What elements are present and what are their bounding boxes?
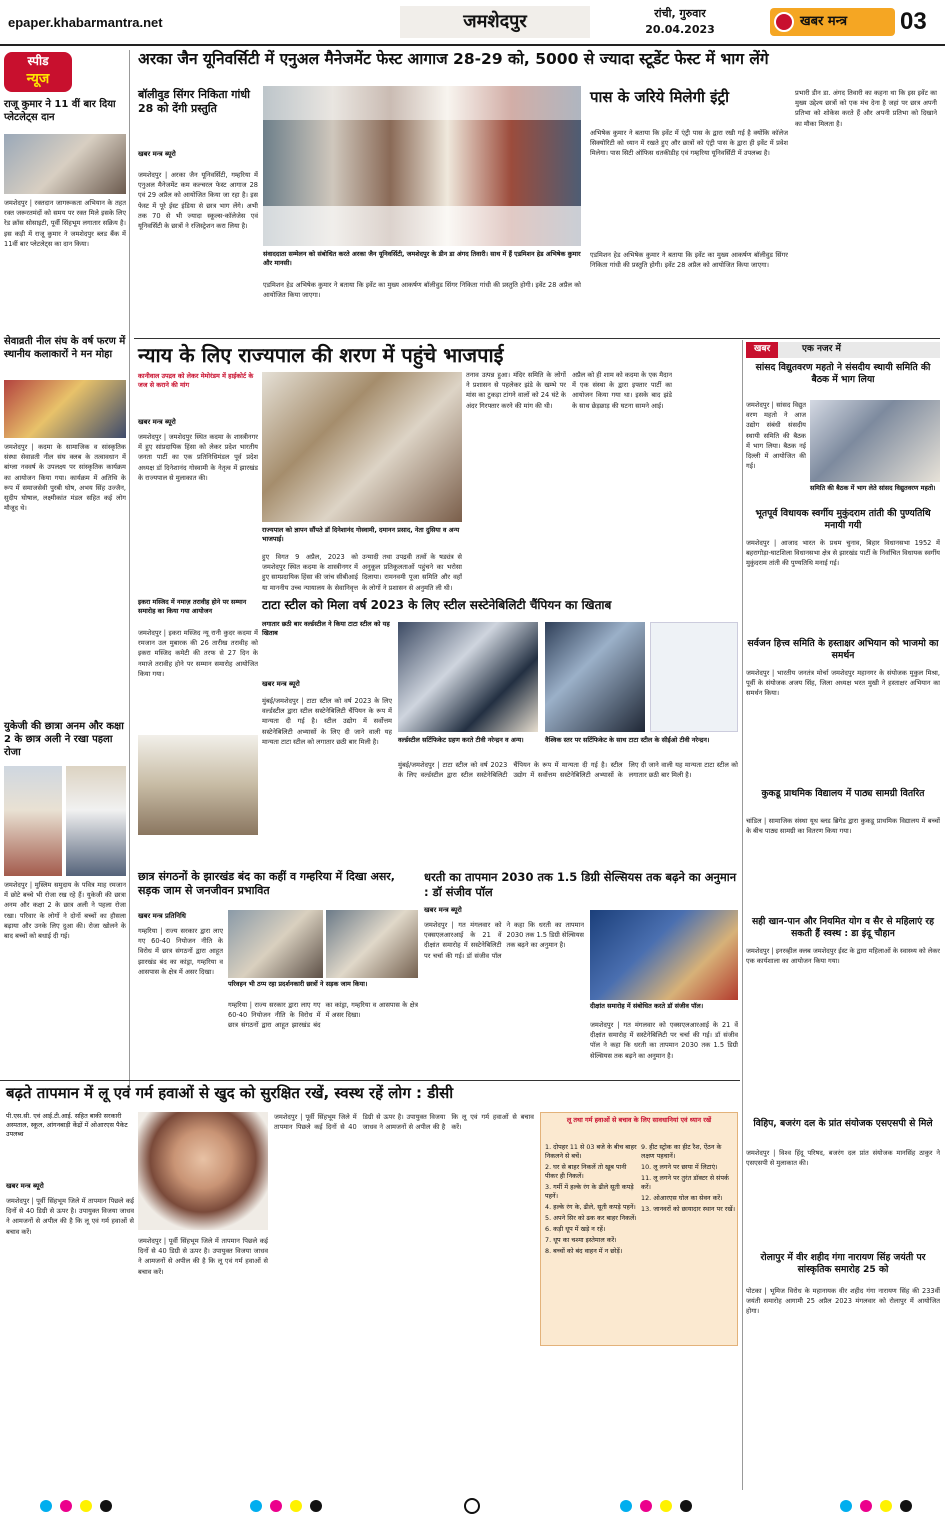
lead-bottom-body: एडमिशन हेड अभिषेक कुमार ने बताया कि इवेंट का मुख्य आकर्षण बॉलीवुड सिंगर निकिता गांधी की प्रस्तुति होगी। इवेंट 28 अप्रैल को आयोजित किया जाएगा। [263,281,581,300]
lead-byline: खबर मन्त्र ब्यूरो [138,150,176,158]
tata-body-2: मुंबई/जमशेदपुर | टाटा स्टील को वर्ष 2023 के लिए वर्ल्डस्टील द्वारा स्टील सस्टेनेबिलिटी चैंपियन के रूप में मान्यता दी गई है। स्टील उद्योग में सर्वोत्तम सस्टेनेबिलिटी अभ्यासों के लिए दी जाने वाली यह मान्यता टाटा स्टील को लगातार छठी बार मिली है। [398,761,738,780]
heat-body-3: जमशेदपुर | पूर्वी सिंहभूम जिले में तापमान पिछले कई दिनों से 40 डिग्री से ऊपर है। उपायुक्त विजया जाधव ने आमजनों से अपील की है कि लू एवं गर्म हवाओं से बचाव करें। [274,1113,534,1132]
heat-divider [0,1080,740,1081]
ek-item-2-title: भूतपूर्व विधायक स्वर्गीय मुकुंदराम तांती की पुण्यतिथि मनायी गयी [755,508,931,531]
brand-block [770,8,895,36]
heat-sub: पी.एस.सी. एवं आई.टी.आई. सहित बाकी सरकारी अस्पताल, स्कूल, आंगनबाड़ी केंद्रों में ओआरएस पैकेट उपलब्ध [6,1112,128,1138]
governor-photo [262,372,462,522]
bandh-byline: खबर मन्त्र प्रतिनिधि [138,912,186,920]
heat-box-title: लू तथा गर्म हवाओं से बचाव के लिए सावधानियां एवं ध्यान रखें [566,1116,712,1124]
registration-mark-icon [464,1498,480,1514]
governor-body-1: जमशेदपुर | जमशेदपुर स्थित कदमा के शास्त्रीनगर में हुए सांप्रदायिक हिंसा को लेकर प्रदेश भारतीय जनता पार्टी का एक प्रतिनिधिमंडल पूर्व प्रदेश अध्यक्ष डॉ दिनेशानंद गोस्वामी के नेतृत्व में झारखंड के राज्यपाल से मुलाकात की। [138,433,258,482]
speed-item-2-body: जमशेदपुर | कदमा के सामाजिक व सांस्कृतिक संस्था सेवाव्रती नील संघ क्लब के तत्वावधान में बांग्ला नववर्ष के उपलक्ष्य पर सांस्कृतिक कार्यक्रम का आयोजन किया गया। कार्यक्रम में अतिथि के रूप में समाजसेवी पुरबी घोष, अभय सिंह उज्जैन, सुदीप घोषाल, लक्ष्मीकांत मंडल सहित कई लोग मौजूद थे। [4,443,126,513]
tata-photo-1 [398,622,538,732]
masjid-photo [138,735,258,835]
tata-byline: खबर मन्त्र ब्यूरो [262,680,300,688]
ek-item-5-title: सही खान-पान और नियमित योग व सैर से महिलाएं रह सकती हैं स्वस्थ : डा इंदू चौहान [751,916,935,939]
reg-dot-black [310,1500,322,1512]
ek-item-1-photo [810,400,940,482]
heat-body: जमशेदपुर | पूर्वी सिंहभूम जिले में तापमान पिछले कई दिनों से 40 डिग्री से ऊपर है। उपायुक्त विजया जाधव ने आमजनों से अपील की है कि लू एवं गर्म हवाओं से बचाव करें। [6,1197,134,1236]
tata-headline: टाटा स्टील को मिला वर्ष 2023 के लिए स्टील सस्टेनेबिलिटी चैंपियन का खिताब [262,598,612,612]
speed-item-3-body: जमशेदपुर | मुस्लिम समुदाय के पवित्र माह रमजान में छोटे बच्चे भी रोजा रख रहे हैं। युकेजी की छात्रा अनम और कक्षा 2 के छात्र अली ने पहला रोजा रखा। परिवार के लोगों ने दोनों बच्चों का हौसला बढ़ाया और उनके लिए दुआ की। रोजा खोलने के बाद बच्चों को बधाई दी गई। [4,881,126,941]
governor-body-4: तनाव उत्पन्न हुआ। मंदिर समिति के लोगों ने प्रशासन से पहलेकर झंडे के खम्भे पर मांस का टुकड़ा टांगने वालों को 24 घंटे के अंदर गिरफ्तार करने की मांग की थी। [466,371,566,410]
ek-item-6-title: विहिप, बजरंग दल के प्रांत संयोजक एसएसपी से मिले [753,1118,933,1129]
edition-name: जमशेदपुर [463,11,527,32]
temp-photo [590,910,738,1000]
speed-item-2-photo [4,380,126,438]
speed-logo-bottom: न्यूज [26,71,50,87]
heat-tip: 1. दोपहर 11 से 03 बजे के बीच बाहर निकलने से बचें। [545,1143,637,1160]
lead-photo [263,86,581,246]
ek-item-1-title: सांसद विद्युतवरण महतो ने संसदीय स्थायी समिति की बैठक में भाग लिया [755,362,931,385]
reg-dot-cyan [620,1500,632,1512]
heat-tip: 7. धूप का चश्मा इस्तेमाल करें। [545,1235,617,1244]
speed-item-1-title: राजू कुमार ने 11 वीं बार दिया प्लेटलेट्स दान [4,99,116,123]
heat-tip: 11. लू लगने पर तुरंत डॉक्टर से संपर्क करें। [641,1173,729,1191]
reg-dot-black [100,1500,112,1512]
registration-bar [0,1496,945,1517]
ek-nazar-tag-2: एक नजर में [802,344,841,354]
heat-photo [138,1112,268,1230]
masjid-headline: इकरा मस्जिद में नमाज़ तरावीह होने पर सम्मान समारोह का किया गया आयोजन [138,598,247,615]
reg-dot-magenta [270,1500,282,1512]
reg-dot-yellow [80,1500,92,1512]
reg-dot-magenta [860,1500,872,1512]
city-day: रांची, गुरुवार [654,7,706,20]
temp-byline: खबर मन्त्र ब्यूरो [424,906,462,914]
temp-body: जमशेदपुर | गत मंगलवार को एक्सएलआरआई के 21 वें दीक्षांत समारोह में सस्टेनेबिलिटी पर चर्चा की गई। डॉ संजीव पॉल ने कहा कि धरती का तापमान 2030 तक 1.5 डिग्री सेल्सियस तक बढ़ने का अनुमान है। [424,921,584,960]
speed-news-column [0,50,130,1090]
ek-item-3-title: सर्वजन हित्त्व समिति के हस्ताक्षर अभियान को भाजमो का समर्थन [747,638,939,661]
speed-item-1-body: जमशेदपुर | रक्तदान जागरूकता अभियान के तहत रक्त जरूरतमंदों को समय पर रक्त मिले इसके लिए रेड क्रॉस सोसाइटी, पूर्वी सिंहभूम लगातार सक्रिय है। इस कड़ी में राजू कुमार ने जमशेदपुर ब्लड बैंक में 11वीं बार प्लेटलेट्स का दान किया। [4,199,126,248]
reg-dot-yellow [290,1500,302,1512]
speed-logo-top: स्पीड [27,54,49,68]
page-number: 03 [900,8,927,35]
ek-nazar-tag [746,342,940,358]
date-block [610,6,750,38]
governor-body-5: अप्रैल को ही शाम को कदमा के एक मैदान में एक संस्था के द्वारा इफ्तार पार्टी का आयोजन किया गया था। इसके बाद झंडे के साथ छेड़छाड़ की घटना सामने आई। [572,371,672,410]
issue-date: 20.04.2023 [645,22,715,36]
heat-tip: 9. हीट स्ट्रोक का हीट रैश, ऐंठन के लक्षण पहचानें। [641,1143,722,1160]
banner-shape [263,86,581,120]
masjid-body: जमशेदपुर | इकरा मस्जिद न्यू रानी कुदर कदमा में रमजान उल मुबारक की 26 तारीख तरावीह को इकरा मस्जिद कमेटी की तरफ से 27 दिन के नमाजे तरावीह होने पर सम्मान समारोह आयोजित किया गया। [138,629,258,678]
bandh-photo-caption: परिवहन भी ठप्प रहा प्रदर्शनकारी छात्रों ने सड़क जाम किया। [228,980,368,988]
heat-tip: 4. हल्के रंग के, ढीले, सूती कपड़े पहनें। [545,1202,636,1211]
ek-item-3-body: जमशेदपुर | भारतीय जनतंत्र मोर्चा जमशेदपुर महानगर के संयोजक मुकुल मिश्रा, पूर्वी के संयोजक अजय सिंह, जिला अध्यक्ष भरत मुखी ने हस्ताक्षर अभियान का समर्थन किया। [746,669,940,698]
temp-caption: दीक्षांत समारोह में संबोधित करते डॉ संजीव पॉल। [590,1002,704,1010]
tata-kicker: लगातार छठी बार वर्ल्डस्टील ने किया टाटा स्टील को यह खिताब [262,620,390,637]
bandh-body: गम्हरिया | राज्य सरकार द्वारा लाए गए 60-40 नियोजन नीति के विरोध में छात्र संगठनों द्वारा आहूत झारखंड बंद का कांड्रा, गम्हरिया व आसपास के क्षेत्र में असर दिखा। [138,927,223,976]
heat-tip: 3. गर्मी में हल्के रंग के ढीले सूती कपड़े पहनें। [545,1182,634,1200]
heat-box [540,1112,738,1346]
heat-tip: 12. ओआरएस घोल का सेवन करें। [641,1193,723,1202]
tata-photo-2 [545,622,645,732]
ek-item-5-body: जमशेदपुर | इनरव्हील क्लब जमशेदपुर ईस्ट के द्वारा महिलाओं के स्वास्थ्य को लेकर एक कार्यशाला का आयोजन किया गया। [746,947,940,966]
bandh-headline: छात्र संगठनों के झारखंड बंद का कहीं व गम्हरिया में दिखा असर, सड़क जाम से जनजीवन प्रभावित [138,870,395,898]
ek-item-4-body: चांडिल | सामाजिक संस्था यूथ ब्लड ब्रिगेड द्वारा कुकडू प्राथमिक विद्यालय में बच्चों के बीच पाठ्य सामग्री का वितरण किया गया। [746,817,940,836]
reg-dot-black [680,1500,692,1512]
masthead [0,0,945,46]
temp-body-2: जमशेदपुर | गत मंगलवार को एक्सएलआरआई के 21 वें दीक्षांत समारोह में सस्टेनेबिलिटी पर चर्चा की गई। डॉ संजीव पॉल ने कहा कि धरती का तापमान 2030 तक 1.5 डिग्री सेल्सियस तक बढ़ने का अनुमान है। [590,1021,738,1060]
heat-headline: बढ़ते तापमान में लू एवं गर्म हवाओं से खुद को सुरक्षित रखें, स्वस्थ रहें लोग : डीसी [6,1084,454,1102]
temp-headline: धरती का तापमान 2030 तक 1.5 डिग्री सेल्सियस तक बढ़ने का अनुमान : डॉ संजीव पॉल [424,870,737,899]
pass-headline: पास के जरिये मिलेगी इंट्री [590,88,729,106]
heat-tip: 6. कड़ी धूप में खड़े न रहें। [545,1224,606,1233]
reg-dot-cyan [840,1500,852,1512]
ek-item-7-body: पोटका | भूमिज विरोध के महानायक वीर शहीद गंगा नारायण सिंह की 233वीं जयंती समारोह आगामी 25 अप्रैल 2023 मंगलवार को रोलापुर में आयोजित होगा। [746,1287,940,1316]
reg-dot-cyan [250,1500,262,1512]
bandh-photo-1 [228,910,323,978]
ek-nazar-divider [742,340,743,1490]
pass-body: अभिषेक कुमार ने बताया कि इवेंट में एंट्री पास के द्वारा रखी गई है क्योंकि कॉलेज सिक्योरिटी को ध्यान में रखते हुए और छात्रों को एंट्री पास के द्वारा ही इवेंट में प्रवेश मिलेगा। पास सिटी ऑफिस धतकीडीह एवं गम्हरिया यूनिवर्सिटी में उपलब्ध है। [590,129,788,158]
ek-item-1-body: जमशेदपुर | सांसद विद्युत वरण महतो ने आज उद्योग संबंधी संसदीय स्थायी समिति की बैठक में भाग लिया। बैठक नई दिल्ली में आयोजित की गई। [746,401,806,471]
ek-item-2-body: जमशेदपुर | आजाद भारत के प्रथम चुनाव, बिहार विधानसभा 1952 में बहरागोड़ा-घाटशिला विधानसभा क्षेत्र से झारखंड पार्टी के निर्वाचित विधायक स्वर्गीय मुकुंदराम तांती की पुण्यतिथि मनाई गई। [746,539,940,568]
heat-byline: खबर मन्त्र ब्यूरो [6,1182,44,1190]
reg-dot-yellow [660,1500,672,1512]
reg-dot-black [900,1500,912,1512]
ek-item-4-title: कुकडू प्राथमिक विद्यालय में पाठ्य सामग्री वितरित [761,788,925,799]
lead-right-body: प्रभारी डीन डा. अंगद तिवारी का कहना था कि इस इवेंट का मुख्य उद्देश्य छात्रों को एक मंच देना है जहां पर छात्र अपनी प्रतिभा को शोकेस करते हैं और अपनी प्रतिभा को दिखाने का मौका मिलता है। [795,89,937,128]
ek-item-7-title: रोलापुर में वीर शहीद गंगा नारायण सिंह जयंती पर सांस्कृतिक समारोह 25 को [760,1252,926,1275]
reg-dot-yellow [880,1500,892,1512]
governor-byline: खबर मन्त्र ब्यूरो [138,418,176,426]
speed-item-3-photo-a [4,766,62,876]
heat-tip: 8. बच्चों को बंद वाहन में न छोड़ें। [545,1246,623,1255]
tata-body: मुंबई/जमशेदपुर | टाटा स्टील को वर्ष 2023 के लिए वर्ल्डस्टील द्वारा स्टील सस्टेनेबिलिटी चैंपियन के रूप में मान्यता दी गई है। स्टील उद्योग में सर्वोत्तम सस्टेनेबिलिटी अभ्यासों के लिए दी जाने वाली यह मान्यता टाटा स्टील को लगातार छठी बार मिली है। [262,697,392,746]
lead-photo-caption: संवाददाता सम्मेलन को संबोधित करते अरका जैन यूनिवर्सिटी, जमशेदपुर के डीन डा अंगद तिवारी। साथ में हैं एडमिशन हेड अभिषेक कुमार और मानसी। [263,250,581,267]
tata-photo-3 [650,622,738,732]
heat-tip: 13. जानवरों को छायादार स्थान पर रखें। [641,1204,735,1213]
lead-body: जमशेदपुर | अरका जैन यूनिवर्सिटी, गम्हरिया में एनुअल मैनेजमेंट कम कल्चरल फेस्ट आगाज 28 एवं 29 अप्रैल को आयोजित किया जा रहा है। इस फेस्ट में पूरे ईस्ट इंडिया से छात्र भाग लेंगे। अभी तक 70 से भी ज्यादा स्कूल्स-कॉलेजेस एवं यूनिवर्सिटी के छात्रों ने रजिस्ट्रेशन करा लिया है। [138,171,258,231]
brand-logo-icon [774,12,794,32]
ek-item-1-caption: समिति की बैठक में भाग लेते सांसद विद्युतवरण महतो। [810,484,936,492]
governor-body-2: हुए विगत 9 अप्रैल, 2023 को जमशेदपुर स्थित कदमा के शास्त्रीनगर में हुए साम्प्रदायिक हिंसा की जांच सीबीआई या माननीय उच्च न्यायालय के सेवानिवृत्त [262,553,358,592]
lead-headline: अरका जैन यूनिवर्सिटी में एनुअल मैनेजमेंट फेस्ट आगाज 28-29 को, 5000 से ज्यादा स्टूडेंट फेस्ट में भाग लेंगे [138,50,769,68]
edition-label [400,6,590,38]
tata-caption-1: वर्ल्डस्टील सर्टिफिकेट ग्रहण करते टीवी नरेन्द्रन व अन्य। [398,736,524,744]
lead-kicker: बॉलीवुड सिंगर निकिता गांधी 28 को देंगी प्रस्तुति [138,88,250,116]
heat-tip: 5. अपने सिर को ढक कर बाहर निकलें। [545,1213,637,1222]
reg-dot-magenta [640,1500,652,1512]
bandh-body-2: गम्हरिया | राज्य सरकार द्वारा लाए गए 60-40 नियोजन नीति के विरोध में छात्र संगठनों द्वारा आहूत झारखंड बंद का कांड्रा, गम्हरिया व आसपास के क्षेत्र में असर दिखा। [228,1001,418,1030]
heat-tip: 10. लू लगने पर छाया में लिटाएं। [641,1162,718,1171]
lead-divider [134,338,940,339]
lead-body-extra: एडमिशन हेड अभिषेक कुमार ने बताया कि इवेंट का मुख्य आकर्षण बॉलीवुड सिंगर निकिता गांधी की प्रस्तुति होगी। इवेंट 28 अप्रैल को आयोजित किया जाएगा। [590,251,788,270]
ek-nazar-column [746,342,940,1492]
governor-headline: न्याय के लिए राज्यपाल की शरण में पहुंचे भाजपाई [138,343,504,367]
ek-nazar-tag-1: खबर [746,342,778,358]
reg-dot-magenta [60,1500,72,1512]
heat-tip: 2. घर से बाहर निकलें तो खूब पानी पीकर ही निकलें। [545,1162,627,1180]
heat-body-2: जमशेदपुर | पूर्वी सिंहभूम जिले में तापमान पिछले कई दिनों से 40 डिग्री से ऊपर है। उपायुक्त विजया जाधव ने आमजनों से अपील की है कि लू एवं गर्म हवाओं से बचाव करें। [138,1237,268,1276]
speed-item-3-title: युकेजी की छात्रा अनम और कक्षा 2 के छात्र अली ने रखा पहला रोजा [4,721,124,758]
bandh-photo-2 [326,910,418,978]
tata-caption-2: वैश्विक स्तर पर सर्टिफिकेट के साथ टाटा स्टील के सीईओ टीवी नरेन्द्रन। [545,736,710,744]
table-shape [263,206,581,246]
speed-item-2-title: सेवाव्रती नील संघ के वर्ष फरण में स्थानीय कलाकारों ने मन मोहा [4,336,126,360]
site-url[interactable]: epaper.khabarmantra.net [8,15,163,30]
governor-kicker: कानीवाल उपद्रव को लेकर मेमोरंडम में हाईकोर्ट के जज से कराने की मांग [138,372,254,389]
governor-body-3: उन्मादी तथा उपद्रवी तत्वों के षड्यंत्र से अनुकूल प्रतिकूलताओं पहुंचने का भरोसा दिलाया। रामनवमी पूजा समिति और वहाँ के लोगों ने प्रशासन से अनुमति ली थी। [362,553,462,592]
speed-item-3-photo-b [66,766,126,876]
heat-box-list-2 [641,1143,735,1216]
speed-news-logo [4,52,72,92]
ek-item-6-body: जमशेदपुर | विश्व हिंदू परिषद, बजरंग दल प्रांत संयोजक मानसिंह ठाकुर ने एसएसपी से मुलाकात की। [746,1149,940,1168]
governor-photo-caption: राज्यपाल को ज्ञापन सौंपते डॉ दिनेशानंद गोस्वामी, दमानन प्रसाद, नेता दुसिया व अन्य भाजपाई। [262,526,460,543]
heat-box-list-1 [545,1143,637,1258]
brand-name: खबर मन्त्र [800,14,848,29]
speed-item-1-photo [4,134,126,194]
reg-dot-cyan [40,1500,52,1512]
